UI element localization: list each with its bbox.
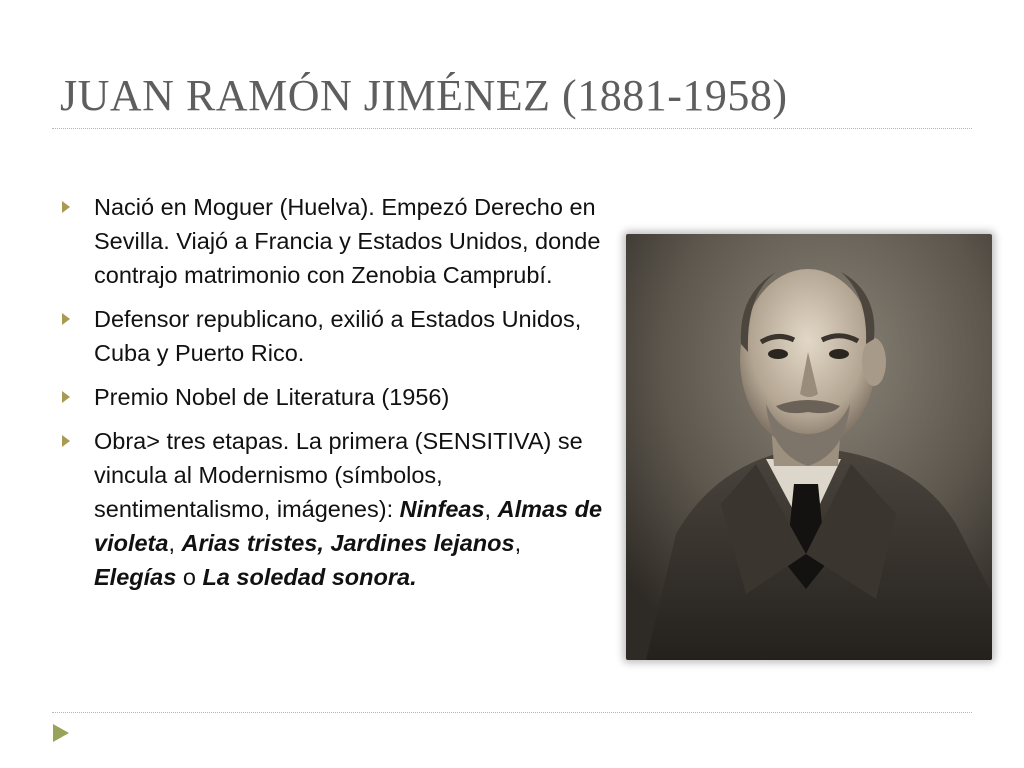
bullet-item (62, 380, 607, 414)
triangle-right-icon (62, 391, 70, 403)
bullet-text: Premio Nobel de Literatura (1956) (94, 384, 450, 410)
work-title: Arias tristes, Jardines lejanos (181, 530, 515, 556)
footer-divider (52, 712, 972, 713)
work-title: Elegías (94, 564, 177, 590)
bullet-text: Nació en Moguer (Huelva). Empezó Derecho en Sevilla. Viajó a Francia y Estados Unidos, donde contrajo matrimonio con Zenobia Camprubí. (94, 194, 601, 288)
work-title: La soledad sonora. (202, 564, 417, 590)
portrait-image (626, 234, 992, 660)
work-title: Ninfeas (399, 496, 485, 522)
play-triangle-icon[interactable] (50, 722, 72, 744)
bullet-text: , (514, 530, 522, 556)
bullet-item (62, 190, 607, 292)
slide-title: JUAN RAMÓN JIMÉNEZ (1881-1958) (60, 71, 788, 120)
triangle-right-icon (62, 201, 70, 213)
work-title: Almas de violeta (94, 496, 603, 556)
bullet-text: Obra> tres etapas. La primera (SENSITIVA) se vincula al Modernismo (símbolos, sentimentalismo, imágenes): (94, 428, 583, 522)
bullet-text: , (168, 530, 182, 556)
bullet-text: o (176, 564, 203, 590)
bullet-list (62, 190, 607, 604)
bullet-text: Defensor republicano, exilió a Estados Unidos, Cuba y Puerto Rico. (94, 306, 582, 366)
triangle-right-icon (62, 435, 70, 447)
title-divider (52, 128, 972, 129)
bullet-text: , (484, 496, 498, 522)
bullet-item (62, 424, 607, 594)
bullet-item (62, 302, 607, 370)
triangle-right-icon (62, 313, 70, 325)
